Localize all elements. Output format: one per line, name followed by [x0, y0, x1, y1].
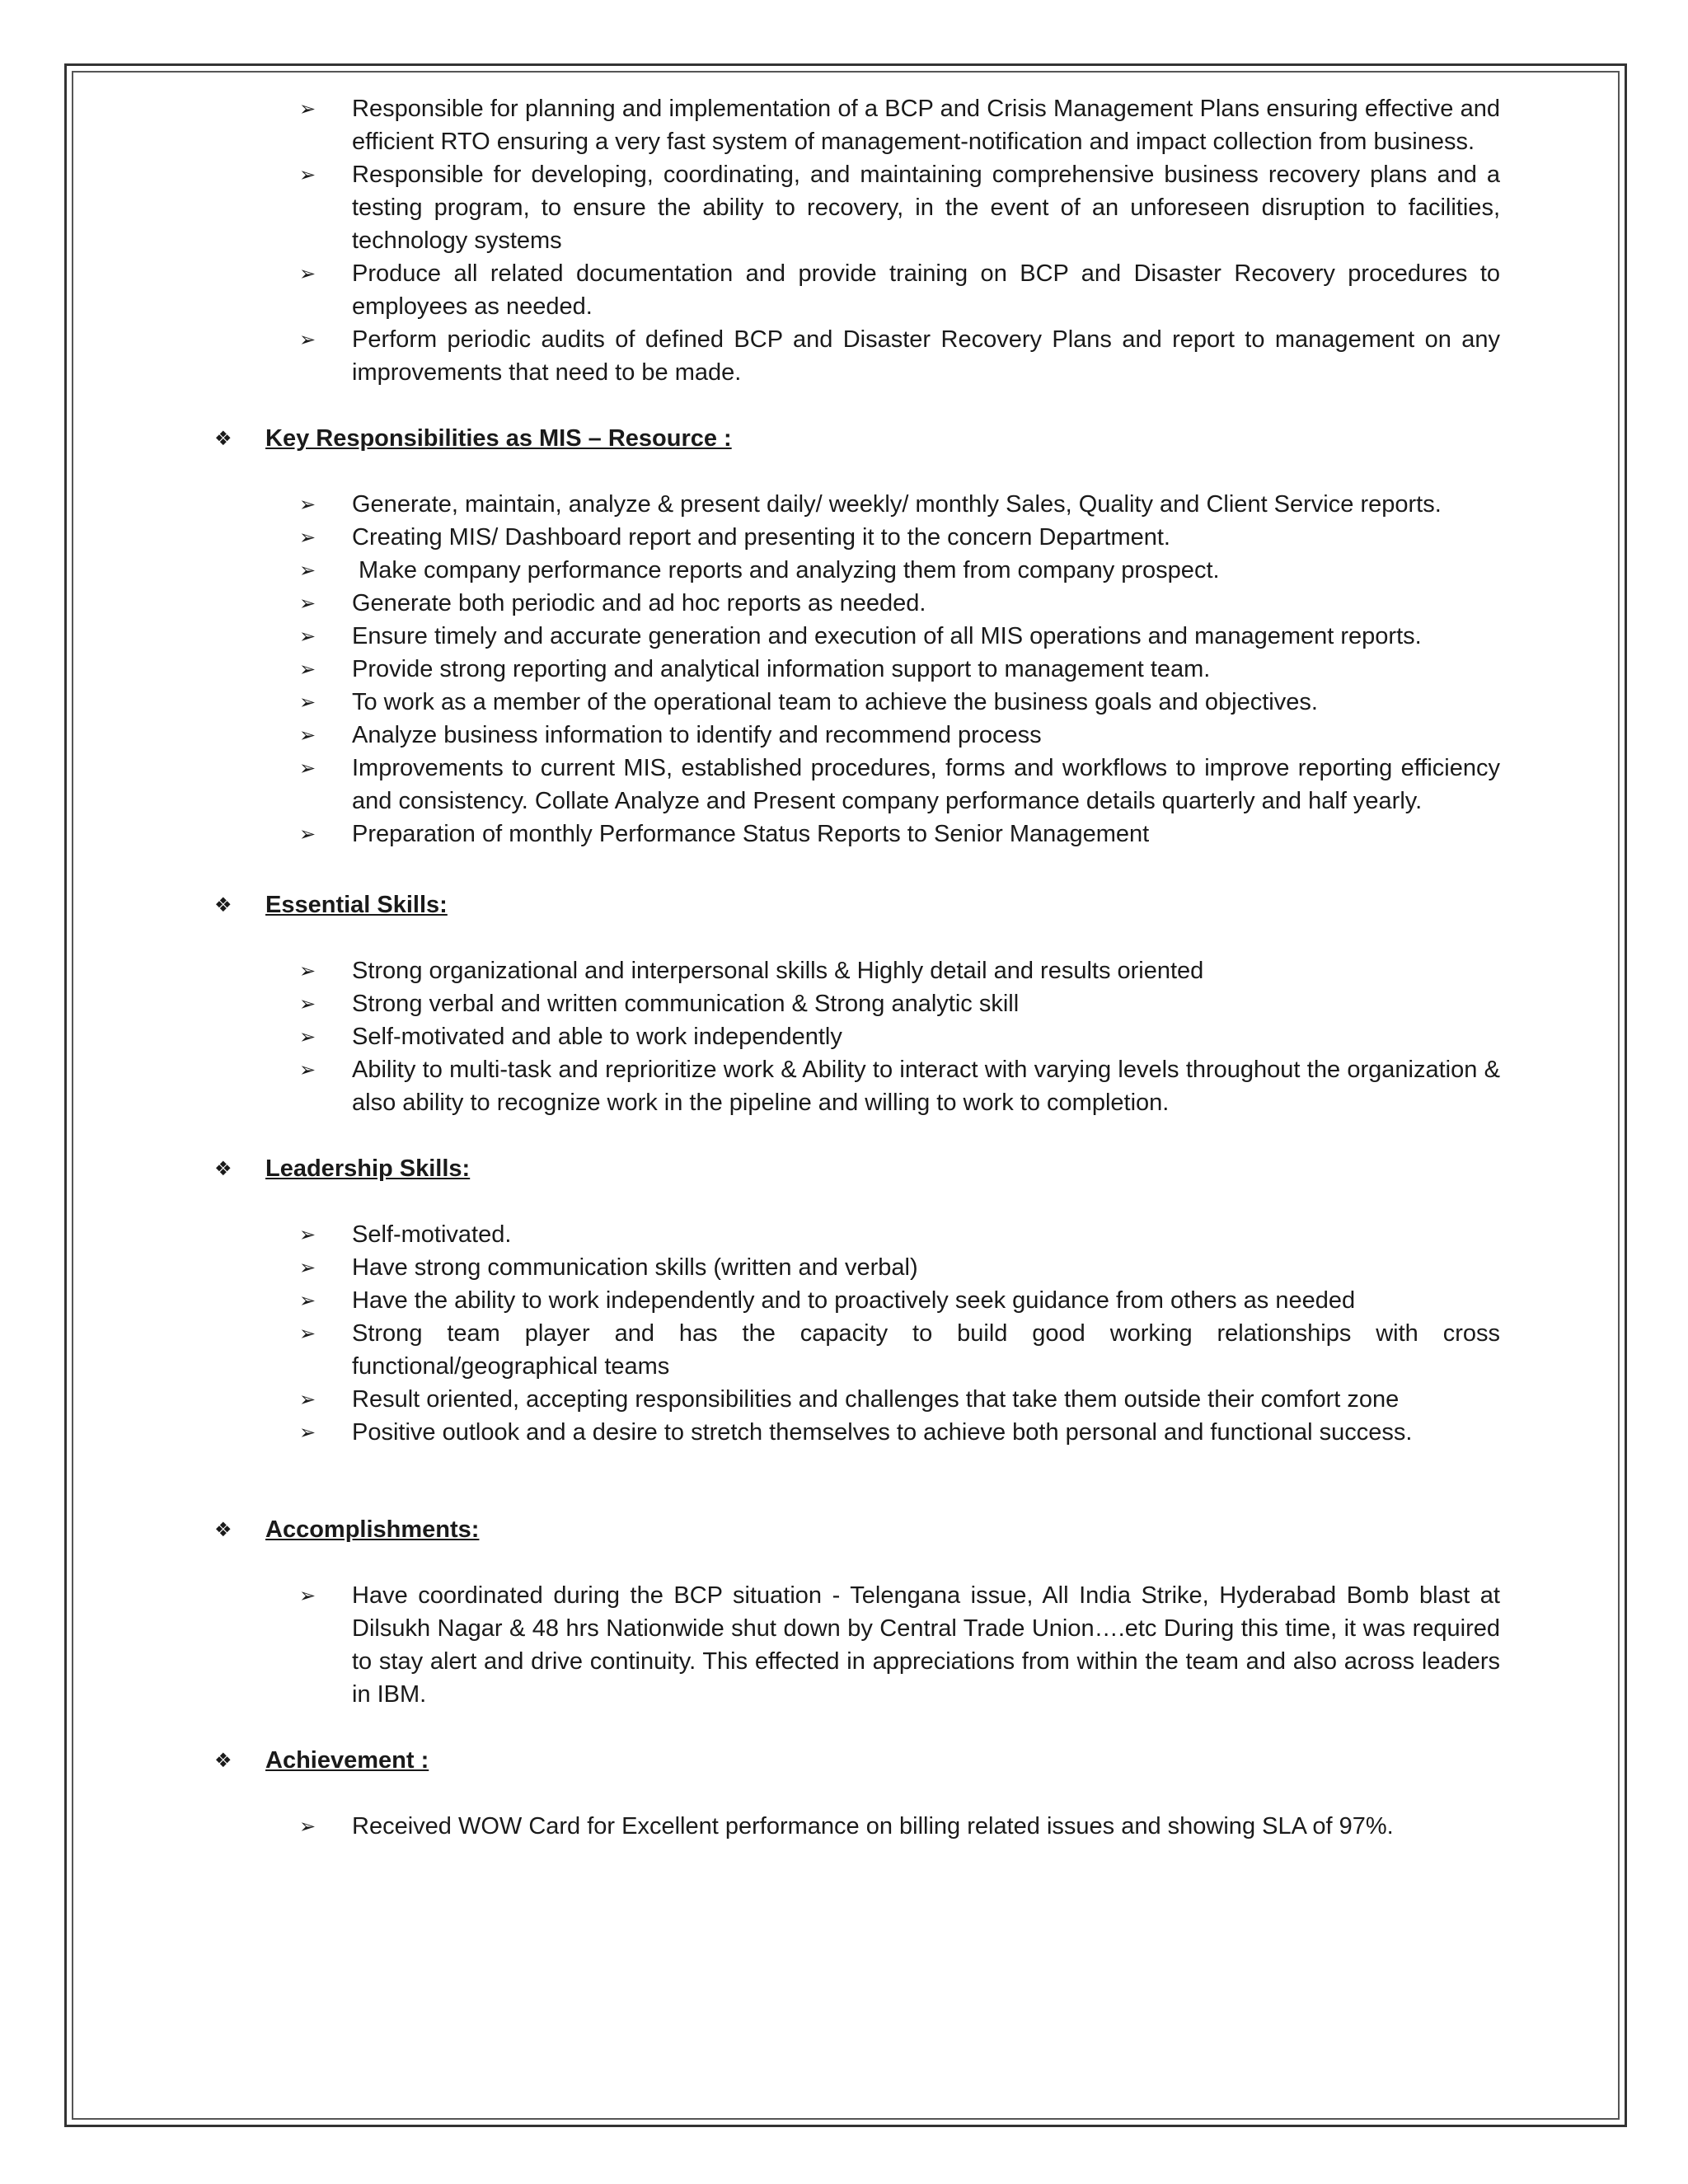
section-list: [0, 1810, 1688, 1843]
arrow-bullet-icon: ➢: [299, 526, 316, 549]
arrow-bullet-icon: ➢: [299, 1289, 316, 1312]
list-item: ➢ Self-motivated and able to work independently: [352, 1020, 1500, 1053]
section-essential-skills: [0, 888, 1688, 1119]
arrow-bullet-icon: ➢: [299, 724, 316, 747]
arrow-bullet-icon: ➢: [299, 757, 316, 780]
intro-list: [0, 92, 1688, 389]
list-item: ➢ Positive outlook and a desire to stretch themselves to achieve both personal and functional success.: [352, 1416, 1500, 1449]
diamond-bullet-icon: ❖: [214, 1518, 232, 1541]
list-item: ➢ Strong team player and has the capacity to build good working relationships with cross functional/geographical teams: [352, 1317, 1500, 1383]
section-mis-responsibilities: [0, 422, 1688, 851]
list-item: ➢ Have the ability to work independently and to proactively seek guidance from others as needed: [352, 1284, 1500, 1317]
list-item: ➢ Received WOW Card for Excellent performance on billing related issues and showing SLA of 97%.: [352, 1810, 1500, 1843]
list-item: ➢ Responsible for developing, coordinating, and maintaining comprehensive business recovery plans and a testing program, to ensure the ability to recovery, in the event of an unforeseen disruption to facilities, technology systems: [352, 158, 1500, 257]
arrow-bullet-icon: ➢: [299, 163, 316, 186]
section-heading: ❖ Achievement :: [265, 1744, 1688, 1777]
section-heading: ❖ Key Responsibilities as MIS – Resource :: [265, 422, 1688, 455]
list-item: ➢ Have coordinated during the BCP situation - Telengana issue, All India Strike, Hyderabad Bomb blast at Dilsukh Nagar & 48 hrs Nationwide shut down by Central Trade Union….etc During this time, it was required to stay alert and drive continuity. This effected in appreciations from within the team and also across leaders in IBM.: [352, 1579, 1500, 1711]
arrow-bullet-icon: ➢: [299, 1025, 316, 1048]
arrow-bullet-icon: ➢: [299, 691, 316, 714]
section-list: [0, 488, 1688, 851]
list-item: ➢ Responsible for planning and implementation of a BCP and Crisis Management Plans ensuring effective and efficient RTO ensuring a very fast system of management-notification and impact collection from business.: [352, 92, 1500, 158]
arrow-bullet-icon: ➢: [299, 1388, 316, 1411]
arrow-bullet-icon: ➢: [299, 493, 316, 516]
arrow-bullet-icon: ➢: [299, 959, 316, 982]
list-item: ➢ Creating MIS/ Dashboard report and presenting it to the concern Department.: [352, 521, 1500, 554]
arrow-bullet-icon: ➢: [299, 262, 316, 285]
diamond-bullet-icon: ❖: [214, 893, 232, 916]
list-item: ➢ Perform periodic audits of defined BCP and Disaster Recovery Plans and report to management on any improvements that need to be made.: [352, 323, 1500, 389]
section-heading: ❖ Accomplishments:: [265, 1513, 1688, 1546]
list-item: ➢ Generate, maintain, analyze & present daily/ weekly/ monthly Sales, Quality and Client Service reports.: [352, 488, 1500, 521]
list-item: ➢ Improvements to current MIS, established procedures, forms and workflows to improve reporting efficiency and consistency. Collate Analyze and Present company performance details quarterly and half yearly.: [352, 752, 1500, 818]
arrow-bullet-icon: ➢: [299, 97, 316, 120]
list-item: ➢ Self-motivated.: [352, 1218, 1500, 1251]
diamond-bullet-icon: ❖: [214, 427, 232, 450]
list-item: ➢ Analyze business information to identify and recommend process: [352, 719, 1500, 752]
diamond-bullet-icon: ❖: [214, 1749, 232, 1772]
list-item: ➢ Produce all related documentation and provide training on BCP and Disaster Recovery procedures to employees as needed.: [352, 257, 1500, 323]
arrow-bullet-icon: ➢: [299, 1815, 316, 1838]
list-item: ➢ Strong organizational and interpersonal skills & Highly detail and results oriented: [352, 954, 1500, 987]
list-item: ➢ Strong verbal and written communication & Strong analytic skill: [352, 987, 1500, 1020]
arrow-bullet-icon: ➢: [299, 1058, 316, 1081]
list-item: ➢ Have strong communication skills (written and verbal): [352, 1251, 1500, 1284]
arrow-bullet-icon: ➢: [299, 992, 316, 1015]
list-item: ➢ Make company performance reports and analyzing them from company prospect.: [352, 554, 1500, 587]
section-accomplishments: [0, 1513, 1688, 1711]
list-item: ➢ Preparation of monthly Performance Status Reports to Senior Management: [352, 818, 1500, 851]
arrow-bullet-icon: ➢: [299, 1322, 316, 1345]
list-item: ➢ Generate both periodic and ad hoc reports as needed.: [352, 587, 1500, 620]
list-item: ➢ To work as a member of the operational team to achieve the business goals and objectives.: [352, 686, 1500, 719]
arrow-bullet-icon: ➢: [299, 328, 316, 351]
section-achievement: [0, 1744, 1688, 1843]
section-heading: ❖ Essential Skills:: [265, 888, 1688, 921]
section-list: [0, 954, 1688, 1119]
arrow-bullet-icon: ➢: [299, 1223, 316, 1246]
arrow-bullet-icon: ➢: [299, 592, 316, 615]
list-item: ➢ Ensure timely and accurate generation and execution of all MIS operations and management reports.: [352, 620, 1500, 653]
list-item: ➢ Provide strong reporting and analytical information support to management team.: [352, 653, 1500, 686]
list-item: ➢ Result oriented, accepting responsibilities and challenges that take them outside their comfort zone: [352, 1383, 1500, 1416]
section-heading: ❖ Leadership Skills:: [265, 1152, 1688, 1185]
document-body: [0, 92, 1688, 1843]
arrow-bullet-icon: ➢: [299, 1421, 316, 1444]
arrow-bullet-icon: ➢: [299, 658, 316, 681]
arrow-bullet-icon: ➢: [299, 823, 316, 846]
section-leadership-skills: [0, 1152, 1688, 1449]
arrow-bullet-icon: ➢: [299, 1584, 316, 1607]
arrow-bullet-icon: ➢: [299, 1256, 316, 1279]
diamond-bullet-icon: ❖: [214, 1157, 232, 1180]
arrow-bullet-icon: ➢: [299, 625, 316, 648]
arrow-bullet-icon: ➢: [299, 559, 316, 582]
section-list: [0, 1579, 1688, 1711]
list-item: ➢ Ability to multi-task and reprioritize work & Ability to interact with varying levels throughout the organization & also ability to recognize work in the pipeline and willing to work to completion.: [352, 1053, 1500, 1119]
section-list: [0, 1218, 1688, 1449]
